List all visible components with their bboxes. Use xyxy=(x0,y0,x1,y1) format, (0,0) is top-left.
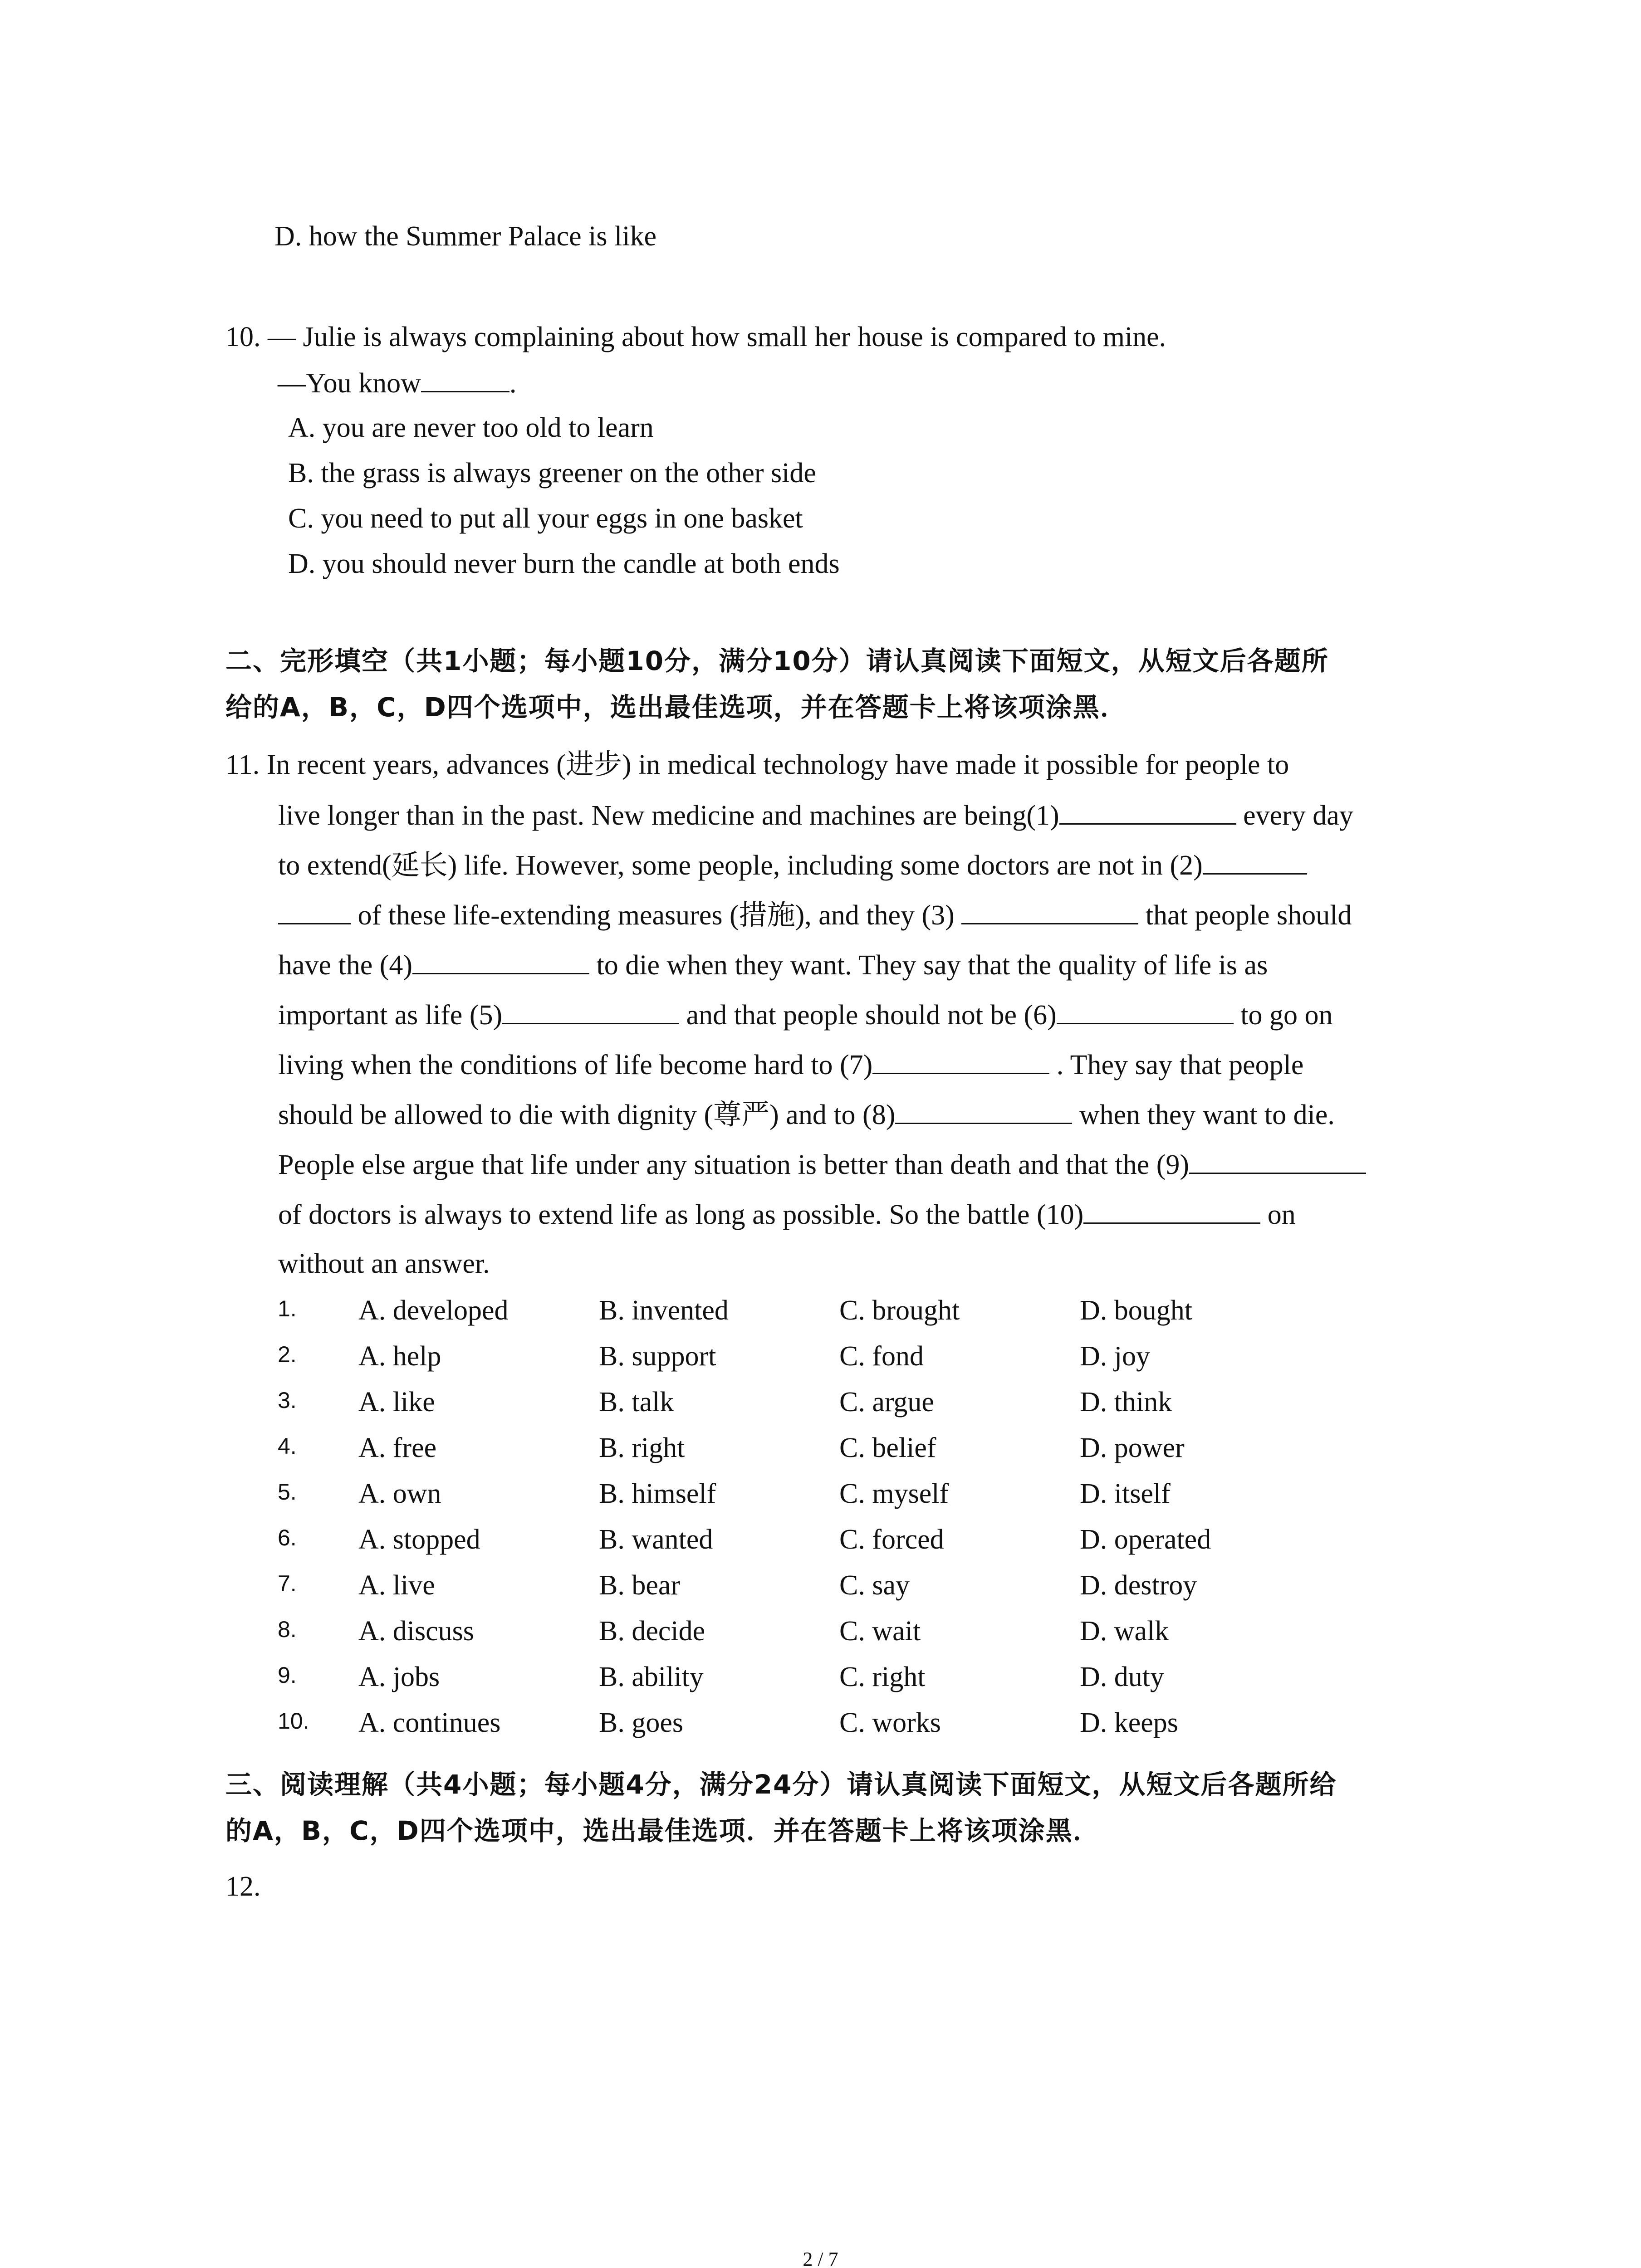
choice-number: 6. xyxy=(278,1525,297,1550)
choice-option-a: A. stopped xyxy=(358,1524,480,1555)
choice-option-b: B. himself xyxy=(599,1478,716,1509)
choice-option-c: C. forced xyxy=(839,1524,944,1555)
choice-option-b: B. right xyxy=(599,1432,685,1463)
q11-line-4 xyxy=(278,900,1352,929)
q11-line-3-text: to extend(延长) life. However, some people, including some doctors are not in (2) xyxy=(278,850,1203,881)
q11-line-5-text: have the (4) xyxy=(278,950,413,981)
q11-line-2 xyxy=(278,801,1353,830)
blank-2-part1 xyxy=(1203,850,1307,875)
q11-line-5 xyxy=(278,950,1268,979)
q9-option-d: D. how the Summer Palace is like xyxy=(274,221,656,252)
choice-option-c: C. works xyxy=(839,1707,941,1738)
choice-option-d: D. bought xyxy=(1080,1295,1192,1326)
q11-line-8-text: should be allowed to die with dignity (尊严) and to (8) xyxy=(278,1100,896,1130)
q10-prompt-text: —You know xyxy=(278,368,421,399)
choice-option-a: A. developed xyxy=(358,1295,509,1326)
q11-line-10-end: on xyxy=(1260,1199,1296,1230)
section2-heading-line1: 二、完形填空（共1小题；每小题10分，满分10分）请认真阅读下面短文，从短文后各题所 xyxy=(225,645,1329,676)
q11-line-8-end: when they want to die. xyxy=(1072,1100,1335,1130)
q12-label: 12. xyxy=(225,1871,261,1902)
choice-option-b: B. talk xyxy=(599,1387,674,1418)
q11-line-2-end: every day xyxy=(1236,800,1353,831)
choice-number: 2. xyxy=(278,1342,297,1367)
q10-stem: 10. — Julie is always complaining about how small her house is compared to mine. xyxy=(225,322,1166,352)
choice-option-d: D. keeps xyxy=(1080,1707,1178,1738)
choice-option-a: A. discuss xyxy=(358,1616,474,1647)
q11-line-3 xyxy=(278,850,1307,880)
choice-option-d: D. destroy xyxy=(1080,1570,1197,1601)
q11-line-10-text: of doctors is always to extend life as long as possible. So the battle (10) xyxy=(278,1199,1084,1230)
blank-10 xyxy=(1083,1200,1260,1224)
q11-line-9-text: People else argue that life under any situation is better than death and that the (9) xyxy=(278,1149,1190,1180)
choice-option-c: C. belief xyxy=(839,1432,936,1463)
choice-option-a: A. live xyxy=(358,1570,435,1601)
choice-option-b: B. goes xyxy=(599,1707,683,1738)
choice-option-d: D. walk xyxy=(1080,1616,1169,1647)
choice-option-c: C. argue xyxy=(839,1387,934,1418)
q11-line-6 xyxy=(278,1000,1333,1029)
choice-option-a: A. jobs xyxy=(358,1662,440,1692)
q10-prompt xyxy=(278,368,516,397)
blank-3 xyxy=(961,900,1138,924)
blank-2-part2 xyxy=(278,900,351,924)
q11-line-6-text: important as life (5) xyxy=(278,1000,503,1031)
choice-number: 10. xyxy=(278,1708,309,1734)
choice-option-d: D. duty xyxy=(1080,1662,1164,1692)
choice-option-a: A. like xyxy=(358,1387,435,1418)
q11-line-7-text: living when the conditions of life become hard to (7) xyxy=(278,1050,873,1080)
blank-1 xyxy=(1059,801,1236,825)
q11-line-7 xyxy=(278,1050,1303,1079)
q11-line-6-mid: and that people should not be (6) xyxy=(679,1000,1057,1031)
q11-line-5-end: to die when they want. They say that the quality of life is as xyxy=(589,950,1268,981)
choice-option-c: C. myself xyxy=(839,1478,949,1509)
choice-option-a: A. continues xyxy=(358,1707,501,1738)
choice-option-b: B. bear xyxy=(599,1570,681,1601)
choice-number: 9. xyxy=(278,1662,297,1688)
section3-heading-line1: 三、阅读理解（共4小题；每小题4分，满分24分）请认真阅读下面短文，从短文后各题所给 xyxy=(225,1769,1337,1800)
choice-option-d: D. joy xyxy=(1080,1341,1150,1372)
choice-number: 3. xyxy=(278,1388,297,1413)
q10-option-d: D. you should never burn the candle at both ends xyxy=(288,548,840,579)
section2-heading-line2: 给的A，B，C，D四个选项中，选出最佳选项，并在答题卡上将该项涂黑． xyxy=(225,692,1127,723)
blank-5 xyxy=(502,1000,679,1024)
choice-number: 7. xyxy=(278,1571,297,1596)
choice-option-d: D. power xyxy=(1080,1432,1185,1463)
choice-option-b: B. wanted xyxy=(599,1524,713,1555)
blank-8 xyxy=(895,1100,1072,1124)
q11-line-9 xyxy=(278,1150,1366,1179)
q11-line-10 xyxy=(278,1200,1296,1229)
blank-6 xyxy=(1057,1000,1234,1024)
choice-option-a: A. free xyxy=(358,1432,437,1463)
choice-option-c: C. fond xyxy=(839,1341,924,1372)
choice-option-a: A. help xyxy=(358,1341,441,1372)
q11-line-4-text: of these life-extending measures (措施), and they (3) xyxy=(351,900,962,931)
q10-prompt-end: . xyxy=(509,368,517,399)
choice-option-c: C. wait xyxy=(839,1616,921,1647)
q11-line-7-end: . They say that people xyxy=(1049,1050,1304,1080)
choice-option-b: B. decide xyxy=(599,1616,705,1647)
q11-line-4-end: that people should xyxy=(1138,900,1352,931)
q11-line-8 xyxy=(278,1100,1335,1129)
blank-4 xyxy=(412,950,589,974)
choice-option-b: B. support xyxy=(599,1341,716,1372)
choice-number: 4. xyxy=(278,1433,297,1459)
section3-heading-line2: 的A，B，C，D四个选项中，选出最佳选项．并在答题卡上将该项涂黑． xyxy=(225,1815,1100,1846)
q11-line-6-end: to go on xyxy=(1233,1000,1333,1031)
q10-blank xyxy=(421,368,509,392)
choice-number: 1. xyxy=(278,1296,297,1321)
choice-option-a: A. own xyxy=(358,1478,441,1509)
q10-option-c: C. you need to put all your eggs in one basket xyxy=(288,503,803,534)
choice-number: 5. xyxy=(278,1479,297,1505)
choice-option-d: D. itself xyxy=(1080,1478,1171,1509)
choice-option-d: D. operated xyxy=(1080,1524,1211,1555)
page-number: 2 / 7 xyxy=(803,2248,838,2268)
choice-option-c: C. say xyxy=(839,1570,910,1601)
choice-option-c: C. right xyxy=(839,1662,926,1692)
choice-option-d: D. think xyxy=(1080,1387,1172,1418)
choice-option-b: B. invented xyxy=(599,1295,729,1326)
q10-option-b: B. the grass is always greener on the other side xyxy=(288,458,816,489)
choice-number: 8. xyxy=(278,1617,297,1642)
blank-7 xyxy=(872,1050,1049,1074)
blank-9 xyxy=(1189,1150,1366,1174)
choice-option-c: C. brought xyxy=(839,1295,960,1326)
q10-option-a: A. you are never too old to learn xyxy=(288,412,654,443)
choice-option-b: B. ability xyxy=(599,1662,704,1692)
q11-line-1: 11. In recent years, advances (进步) in medical technology have made it possible for people to xyxy=(225,749,1289,780)
q11-line-2-text: live longer than in the past. New medicine and machines are being(1) xyxy=(278,800,1059,831)
q11-line-11: without an answer. xyxy=(278,1248,490,1279)
